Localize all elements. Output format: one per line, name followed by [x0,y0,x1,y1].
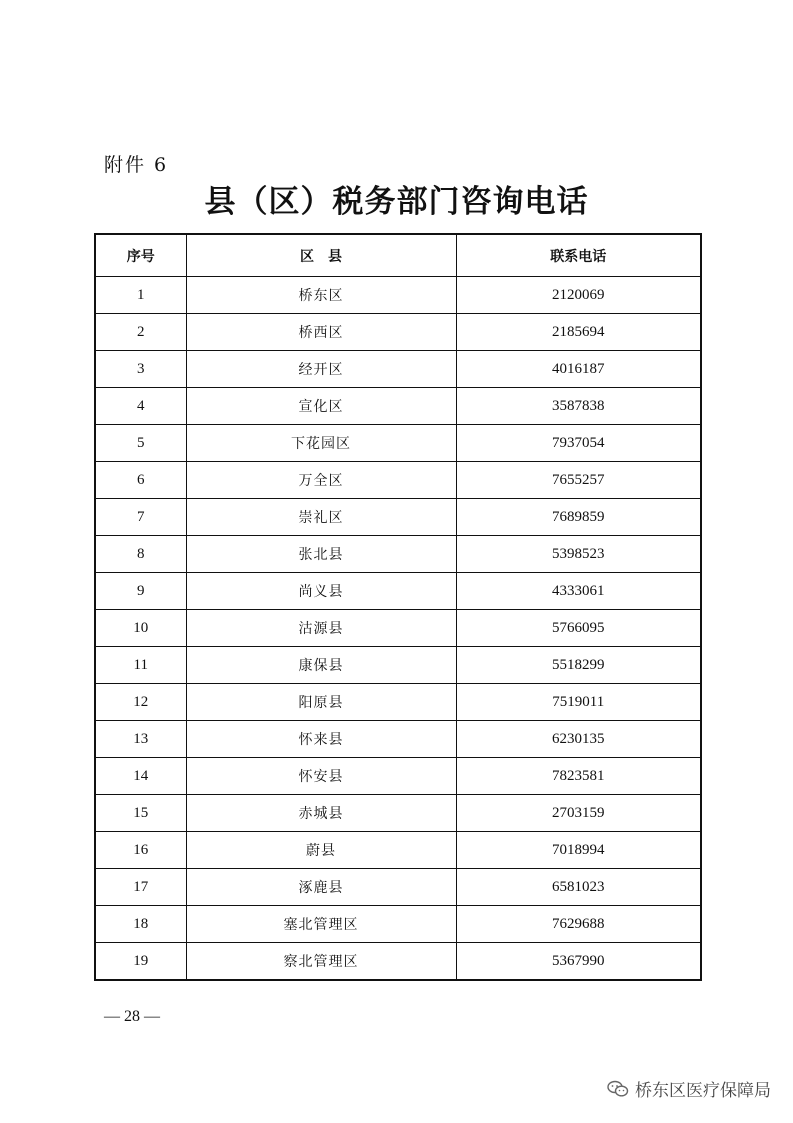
row-index: 17 [95,869,186,906]
row-phone: 7937054 [456,425,701,462]
row-district: 怀来县 [186,721,456,758]
table-row [95,758,701,795]
row-phone: 5766095 [456,610,701,647]
row-phone: 5518299 [456,647,701,684]
row-index: 10 [95,610,186,647]
table-row [95,277,701,314]
row-district: 怀安县 [186,758,456,795]
row-district: 沽源县 [186,610,456,647]
row-phone: 4333061 [456,573,701,610]
row-index: 6 [95,462,186,499]
row-district: 宣化区 [186,388,456,425]
table-row [95,425,701,462]
table-header-row [95,234,701,277]
row-district: 赤城县 [186,795,456,832]
header-index: 序号 [95,234,186,277]
row-district: 万全区 [186,462,456,499]
header-district: 区 县 [186,234,456,277]
row-index: 14 [95,758,186,795]
row-index: 3 [95,351,186,388]
row-index: 19 [95,943,186,981]
row-district: 张北县 [186,536,456,573]
row-phone: 7823581 [456,758,701,795]
table-row [95,869,701,906]
row-index: 11 [95,647,186,684]
row-district: 涿鹿县 [186,869,456,906]
row-phone: 7655257 [456,462,701,499]
row-phone: 7519011 [456,684,701,721]
phone-table [94,233,702,981]
row-phone: 6581023 [456,869,701,906]
table-row [95,610,701,647]
row-district: 经开区 [186,351,456,388]
row-index: 1 [95,277,186,314]
watermark-text: 桥东区医疗保障局 [635,1081,771,1101]
row-index: 12 [95,684,186,721]
row-index: 4 [95,388,186,425]
table-row [95,573,701,610]
wechat-icon [607,1080,629,1098]
table-row [95,388,701,425]
table-row [95,536,701,573]
page-number: — 28 — [104,1008,160,1025]
row-index: 15 [95,795,186,832]
row-district: 塞北管理区 [186,906,456,943]
table-row [95,647,701,684]
row-phone: 2703159 [456,795,701,832]
row-phone: 5398523 [456,536,701,573]
table-body [95,277,701,981]
table-row [95,906,701,943]
header-phone: 联系电话 [456,234,701,277]
table-row [95,721,701,758]
table-row [95,462,701,499]
row-phone: 4016187 [456,351,701,388]
row-index: 2 [95,314,186,351]
row-phone: 2185694 [456,314,701,351]
row-phone: 7689859 [456,499,701,536]
table-row [95,314,701,351]
row-district: 崇礼区 [186,499,456,536]
table-row [95,499,701,536]
row-index: 5 [95,425,186,462]
row-index: 16 [95,832,186,869]
row-phone: 2120069 [456,277,701,314]
row-district: 阳原县 [186,684,456,721]
row-index: 8 [95,536,186,573]
table-row [95,351,701,388]
table-row [95,943,701,981]
row-index: 13 [95,721,186,758]
row-index: 18 [95,906,186,943]
row-district: 桥西区 [186,314,456,351]
row-index: 7 [95,499,186,536]
row-district: 察北管理区 [186,943,456,981]
row-phone: 6230135 [456,721,701,758]
row-phone: 7018994 [456,832,701,869]
page-title: 县（区）税务部门咨询电话 [204,184,589,220]
row-district: 尚义县 [186,573,456,610]
table-row [95,832,701,869]
row-phone: 5367990 [456,943,701,981]
row-district: 蔚县 [186,832,456,869]
watermark [607,1076,771,1101]
row-district: 康保县 [186,647,456,684]
row-district: 桥东区 [186,277,456,314]
table-row [95,795,701,832]
attachment-label: 附件 6 [104,154,169,176]
row-index: 9 [95,573,186,610]
row-district: 下花园区 [186,425,456,462]
table-row [95,684,701,721]
row-phone: 7629688 [456,906,701,943]
row-phone: 3587838 [456,388,701,425]
